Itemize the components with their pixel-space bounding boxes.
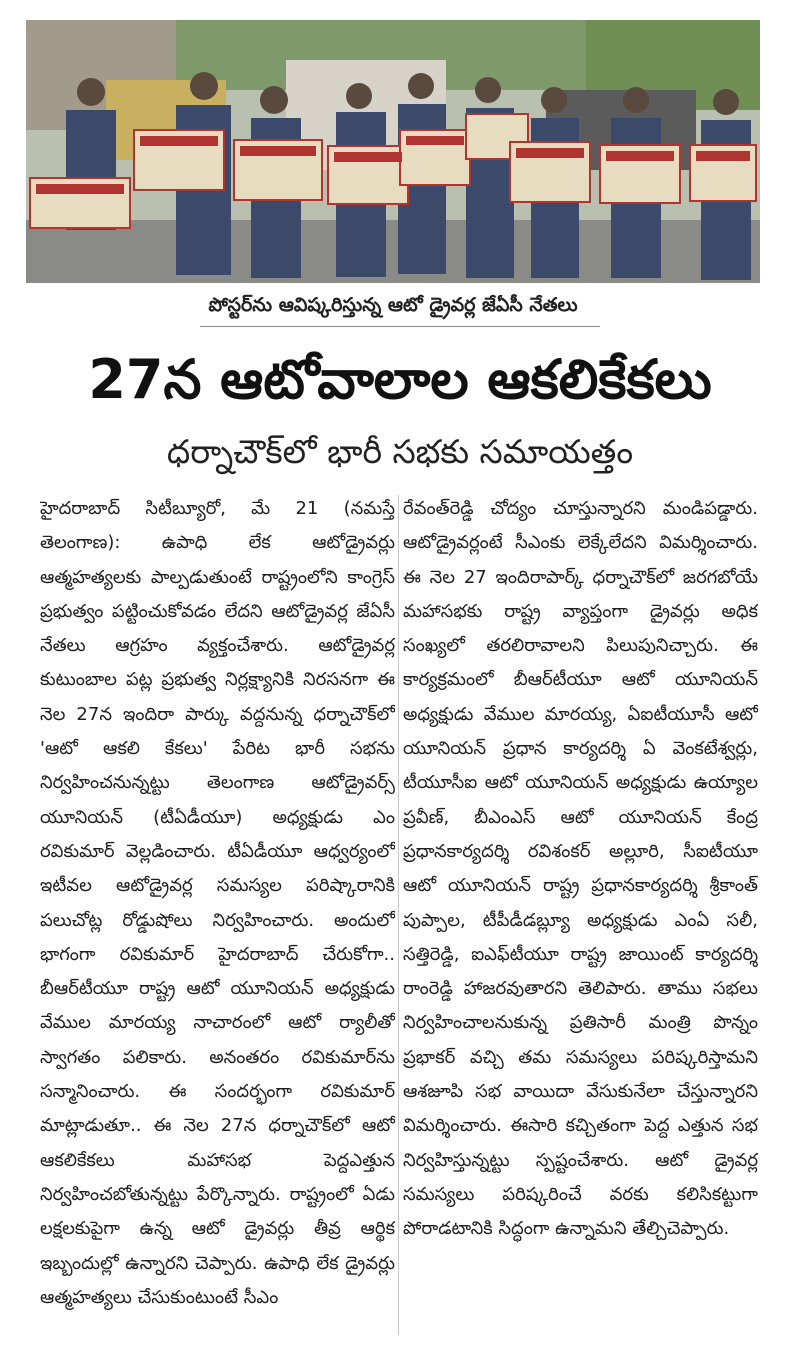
news-photo [26, 20, 760, 283]
article-right-column: రేవంత్‌రెడ్డి చోద్యం చూస్తున్నారని మండిపడ్డారు. ఆటోడ్రైవర్లంటే సీఎంకు లెక్కేలేదని విమర్శించారు. ఈ నెల 27 ఇందిరాపార్క్ ధర్నాచౌక్‌లో జరగబోయే మహాసభకు రాష్ట్ర వ్యాప్తంగా డ్రైవర్లు అధిక సంఖ్యలో తరలిరావాలని పిలుపునిచ్చారు. ఈ కార్యక్రమంలో బీఆర్‌టీయూ ఆటో యూనియన్ అధ్యక్షుడు వేముల మారయ్య, ఏఐటీయూసీ ఆటో యూనియన్ ప్రధాన కార్యదర్శి ఏ వెంకటేశ్వర్లు, టీయూసీఐ ఆటో యూనియన్ అధ్యక్షుడు ఉయ్యాల ప్రవీణ్, బీఎంఎస్ ఆటో యూనియన్ కేంద్ర ప్రధానకార్యదర్శి రవిశంకర్ అల్లూరి, సీఐటీయూ ఆటో యూనియన్ రాష్ట్ర ప్రధానకార్యదర్శి శ్రీకాంత్ పుప్పాల, టీపీడీడబ్ల్యూ అధ్యక్షుడు ఎంఏ సలీ, సత్తిరెడ్డి, ఐఎఫ్‌టీయూ రాష్ట్ర జాయింట్ కార్యదర్శి రాంరెడ్డి హాజరవుతారని తెలిపారు. తాము సభలు నిర్వహించాలనుకున్న ప్రతిసారీ మంత్రి పొన్నం ప్రభాకర్ వచ్చి తమ సమస్యలు పరిష్కరిస్తామని ఆశజూపి సభ వాయిదా వేసుకునేలా చేస్తున్నారని విమర్శించారు. ఈసారి కచ్చితంగా పెద్ద ఎత్తున సభ నిర్వహిస్తున్నట్టు స్పష్టంచేశారు. ఆటో డ్రైవర్ల సమస్యలు పరిష్కరించే వరకు కలిసికట్టుగా పోరాడటానికి సిద్ధంగా ఉన్నామని తేల్చిచెప్పారు. [403, 498, 758, 1240]
caption-divider [200, 326, 600, 327]
subheadline: ధర్నాచౌక్‌లో భారీ సభకు సమాయత్తం [166, 432, 634, 471]
photo-of-people-holding-posters [26, 20, 760, 283]
column-divider [398, 495, 399, 1335]
article-left-column: హైదరాబాద్ సిటీబ్యూరో, మే 21 (నమస్తే తెలంగాణ): ఉపాధి లేక ఆటోడ్రైవర్లు ఆత్మహత్యలకు పాల్పడుతుంటే రాష్ట్రంలోని కాంగ్రెస్ ప్రభుత్వం పట్టించుకోవడం లేదని ఆటోడ్రైవర్ల జేఏసీ నేతలు ఆగ్రహం వ్యక్తంచేశారు. ఆటోడ్రైవర్ల కుటుంబాల పట్ల ప్రభుత్వ నిర్లక్ష్యానికి నిరసనగా ఈ నెల 27న ఇందిరా పార్కు వద్దనున్న ధర్నాచౌక్‌లో 'ఆటో ఆకలి కేకలు' పేరిట భారీ సభను నిర్వహించనున్నట్టు తెలంగాణ ఆటోడ్రైవర్స్ యూనియన్ (టీఏడీయూ) అధ్యక్షుడు ఎం రవికుమార్ వెల్లడించారు. టీఏడీయూ ఆధ్వర్యంలో ఇటీవల ఆటోడ్రైవర్ల సమస్యల పరిష్కారానికి పలుచోట్ల రోడ్డుషోలు నిర్వహించారు. అందులో భాగంగా రవికుమార్ హైదరాబాద్ చేరుకోగా.. బీఆర్‌టీయూ రాష్ట్ర ఆటో యూనియన్ అధ్యక్షుడు వేముల మారయ్య నాచారంలో ఆటో ర్యాలీతో స్వాగతం పలికారు. అనంతరం రవికుమార్‌ను సన్మానించారు. ఈ సందర్భంగా రవికుమార్ మాట్లాడుతూ.. ఈ నెల 27న ధర్నాచౌక్‌లో ఆటో ఆకలికేకలు మహాసభ పెద్దఎత్తున నిర్వహించబోతున్నట్టు పేర్కొన్నారు. రాష్ట్రంలో ఏడు లక్షలకుపైగా ఉన్న ఆటో డ్రైవర్లు తీవ్ర ఆర్థిక ఇబ్బందుల్లో ఉన్నారని చెప్పారు. ఉపాధి లేక డ్రైవర్లు ఆత్మహత్యలు చేసుకుంటుంటే సీఎం [40, 498, 395, 1308]
headline: 27న ఆటోవాలాల ఆకలికేకలు [88, 348, 712, 411]
photo-caption: పోస్టర్‌ను ఆవిష్కరిస్తున్న ఆటో డ్రైవర్ల జేఏసీ నేతలు [208, 294, 578, 316]
